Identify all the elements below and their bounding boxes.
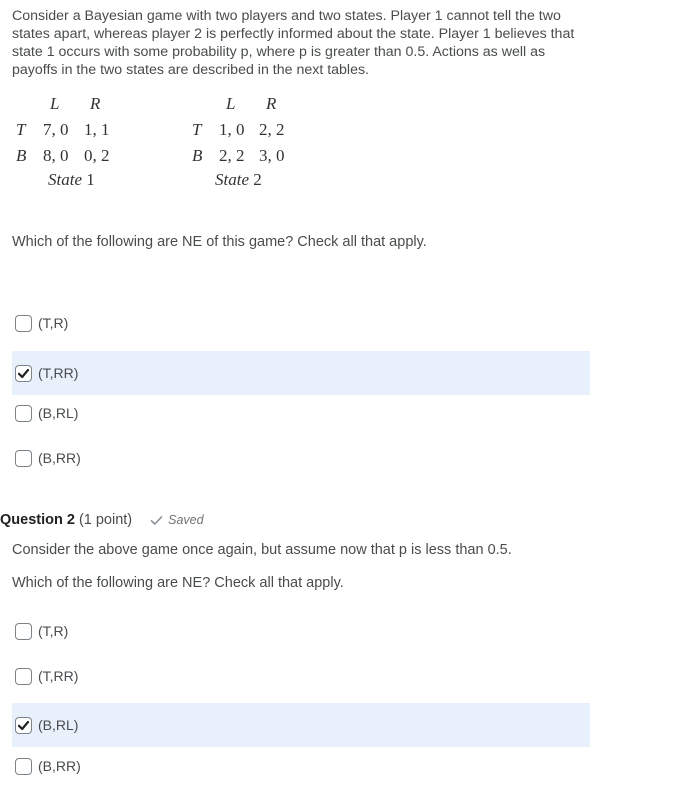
row-label-b: B <box>192 146 203 165</box>
caption-number: 2 <box>253 170 262 189</box>
col-header-r: R <box>90 94 101 113</box>
option-label: (B,RL) <box>38 405 79 421</box>
payoff-cell: 8, 0 <box>43 146 69 165</box>
col-header-r: R <box>266 94 277 113</box>
table-caption <box>215 170 262 190</box>
q2-option-t-r[interactable] <box>12 609 590 653</box>
q1-option-b-rl[interactable] <box>12 391 590 435</box>
row-label-t: T <box>16 120 26 139</box>
option-label: (T,RR) <box>38 668 79 684</box>
checkbox[interactable] <box>15 623 32 640</box>
question-2-points: (1 point) <box>78 512 133 528</box>
q1-option-t-rr[interactable] <box>12 351 590 395</box>
option-label: (T,R) <box>38 315 69 331</box>
row-label-t: T <box>192 120 202 139</box>
option-label: (T,RR) <box>38 365 79 381</box>
saved-label: Saved <box>168 513 204 527</box>
caption-word: State <box>48 170 82 189</box>
payoff-cell: 3, 0 <box>259 146 285 165</box>
checkbox[interactable] <box>15 668 32 685</box>
option-label: (T,R) <box>38 623 69 639</box>
checkbox[interactable] <box>15 405 32 422</box>
checkbox[interactable] <box>15 450 32 467</box>
option-label: (B,RL) <box>38 717 79 733</box>
q2-option-b-rr[interactable] <box>12 744 590 788</box>
payoff-cell: 0, 2 <box>84 146 110 165</box>
check-icon <box>150 515 163 526</box>
question-2-title: Question 2 <box>0 512 75 528</box>
question-1-text: Consider a Bayesian game with two players and two states. Player 1 cannot tell the two states apart, whereas player 2 is perfectly informed about the state. Player 1 believes that state 1 occurs with some probability p, where p is greater than 0.5. Actions as well as payoffs in the two states are described in the next tables. <box>12 8 575 78</box>
q2-option-t-rr[interactable] <box>12 654 590 698</box>
question-1-prompt: Which of the following are NE of this game? Check all that apply. <box>12 234 427 250</box>
payoff-cell: 7, 0 <box>43 120 69 139</box>
row-label-b: B <box>16 146 27 165</box>
checkbox-checked[interactable] <box>15 365 32 382</box>
checkbox[interactable] <box>15 315 32 332</box>
payoff-cell: 2, 2 <box>259 120 285 139</box>
col-header-l: L <box>226 94 236 113</box>
checkmark-icon <box>17 367 30 380</box>
checkbox[interactable] <box>15 758 32 775</box>
col-header-l: L <box>50 94 60 113</box>
caption-word: State <box>215 170 249 189</box>
table-caption <box>48 170 95 190</box>
checkbox-checked[interactable] <box>15 717 32 734</box>
payoff-cell: 1, 1 <box>84 120 110 139</box>
payoff-cell: 1, 0 <box>219 120 245 139</box>
caption-number: 1 <box>86 170 95 189</box>
question-2-header <box>0 512 204 528</box>
option-label: (B,RR) <box>38 758 81 774</box>
q1-option-t-r[interactable] <box>12 301 590 345</box>
checkmark-icon <box>17 719 30 732</box>
q2-option-b-rl[interactable] <box>12 703 590 747</box>
q1-option-b-rr[interactable] <box>12 436 590 480</box>
option-label: (B,RR) <box>38 450 81 466</box>
saved-status <box>150 513 203 527</box>
payoff-cell: 2, 2 <box>219 146 245 165</box>
question-2-text: Consider the above game once again, but assume now that p is less than 0.5. <box>12 542 512 558</box>
question-2-prompt: Which of the following are NE? Check all that apply. <box>12 575 344 591</box>
